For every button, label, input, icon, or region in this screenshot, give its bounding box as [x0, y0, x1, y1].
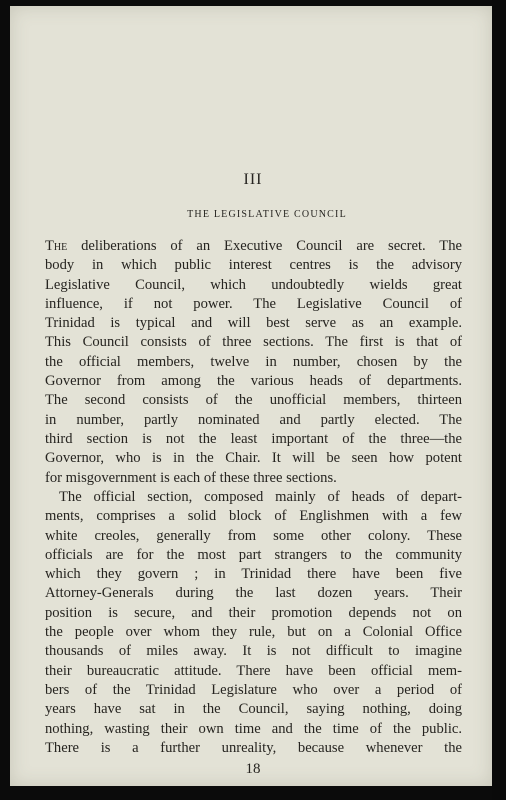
- paragraph-2: [45, 488, 462, 758]
- lead-word: The: [45, 238, 68, 254]
- text-line: third section is not the least important of the three—the: [45, 430, 462, 447]
- text-line: The second consists of the unofficial members, thirteen: [45, 392, 462, 409]
- text-line: thousands of miles away. It is not difficult to imagine: [45, 643, 462, 660]
- text-line: years have sat in the Council, saying nothing, doing: [45, 701, 462, 718]
- text-line: Governor from among the various heads of departments.: [45, 373, 462, 390]
- text-line: their bureaucratic attitude. There have been official mem-: [45, 662, 462, 679]
- paragraph-1: [45, 237, 462, 488]
- text-line: [45, 237, 462, 256]
- text-line: Attorney-Generals during the last dozen years. Their: [45, 585, 462, 602]
- text-line: the people over whom they rule, but on a Colonial Office: [45, 624, 462, 641]
- text-line-content: deliberations of an Executive Council are secret. The: [67, 238, 462, 254]
- page-number: 18: [245, 761, 261, 777]
- text-line: officials are for the most part strangers to the community: [45, 546, 462, 563]
- text-line: body in which public interest centres is the advisory: [45, 257, 462, 274]
- text-line: which they govern ; in Trinidad there have been five: [45, 566, 462, 583]
- text-line: Legislative Council, which undoubtedly wields great: [45, 276, 462, 293]
- page-edge-shadow: [492, 0, 506, 800]
- text-line: The official section, composed mainly of heads of depart-: [59, 489, 462, 505]
- text-line: nothing, wasting their own time and the time of the public.: [45, 720, 462, 737]
- text-line: the official members, twelve in number, chosen by the: [45, 353, 462, 370]
- text-line: influence, if not power. The Legislative Council of: [45, 295, 462, 312]
- chapter-number: III: [243, 171, 263, 188]
- text-line: This Council consists of three sections. The first is that of: [45, 334, 462, 351]
- text-line: Trinidad is typical and will best serve as an example.: [45, 315, 462, 332]
- text-line: bers of the Trinidad Legislature who over a period of: [45, 681, 462, 698]
- text-line: Governor, who is in the Chair. It will be seen how potent: [45, 450, 462, 467]
- text-line: white creoles, generally from some other colony. These: [45, 527, 462, 544]
- text-line: position is secure, and their promotion depends not on: [45, 604, 462, 621]
- chapter-title: THE LEGISLATIVE COUNCIL: [187, 209, 347, 220]
- text-line: in number, partly nominated and partly elected. The: [45, 411, 462, 428]
- text-line: There is a further unreality, because whenever the: [45, 739, 462, 756]
- text-line: for misgovernment is each of these three sections.: [45, 469, 337, 486]
- text-line: ments, comprises a solid block of Englishmen with a few: [45, 508, 462, 525]
